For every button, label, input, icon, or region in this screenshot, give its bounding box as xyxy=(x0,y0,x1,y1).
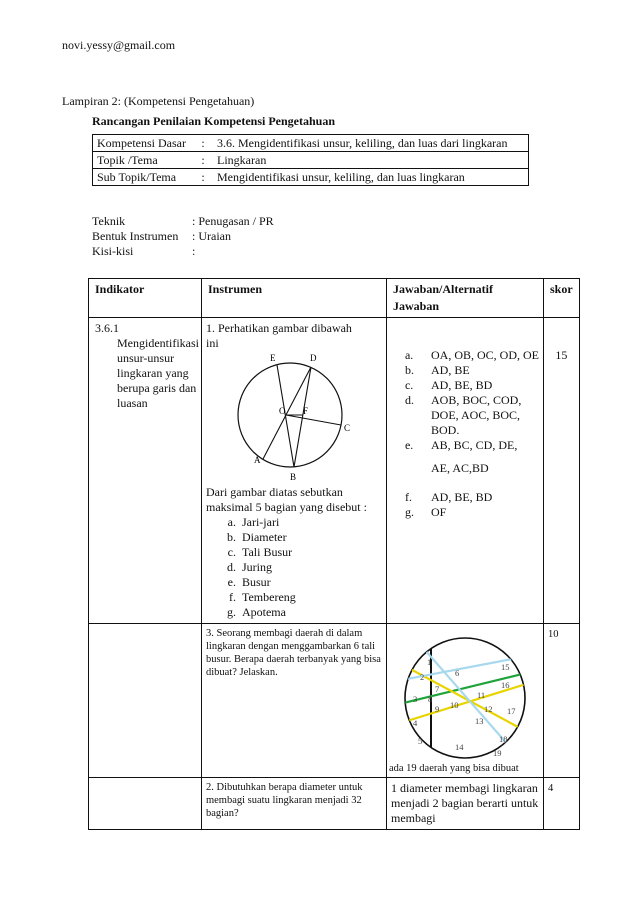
info-sep: : xyxy=(193,152,213,169)
meta-value: : xyxy=(192,244,196,258)
answer-item xyxy=(391,438,539,453)
option-text: Diameter xyxy=(241,530,287,544)
question-text: 2. Dibutuhkan berapa diameter untuk membagi suatu lingkaran menjadi 32 bagian? xyxy=(205,782,363,819)
region-label: 2 xyxy=(419,672,425,682)
region-label: 10 xyxy=(449,700,459,710)
region-label: 9 xyxy=(434,704,440,714)
meta-key: Teknik xyxy=(92,214,126,228)
info-key: Kompetensi Dasar xyxy=(93,135,194,152)
rancangan-title: Rancangan Penilaian Kompetensi Pengetahuan xyxy=(92,114,336,128)
list-item xyxy=(206,530,382,545)
answer-letter: b. xyxy=(404,363,414,377)
meta-value: : Penugasan / PR xyxy=(192,214,274,228)
label-a: A xyxy=(253,455,261,465)
indikator-number: 3.6.1 xyxy=(95,321,119,335)
answer-text: AB, BC, CD, DE, xyxy=(430,438,518,452)
answer-item xyxy=(391,505,539,520)
jawaban-cell xyxy=(386,624,543,778)
answer-letter: c. xyxy=(404,378,414,392)
meta-block xyxy=(92,214,274,259)
region-label: 6 xyxy=(454,668,460,678)
info-value: 3.6. Mengidentifikasi unsur, keliling, dan luas dari lingkaran xyxy=(213,135,529,152)
answer-item xyxy=(391,490,539,505)
skor-cell xyxy=(543,624,579,778)
table-row xyxy=(89,778,580,830)
answer-text: OA, OB, OC, OD, OE xyxy=(430,348,539,362)
answer-letter xyxy=(391,461,431,476)
list-item xyxy=(206,560,382,575)
table-row xyxy=(89,318,580,624)
label-c: C xyxy=(343,423,350,433)
region-label: 19 xyxy=(492,748,502,758)
skor-value: 4 xyxy=(547,783,554,794)
indikator-cell-empty xyxy=(89,778,202,830)
answer-text: AOB, BOC, COD, DOE, AOC, BOC, BOD. xyxy=(430,393,522,437)
meta-row xyxy=(92,244,274,259)
indikator-cell xyxy=(89,318,202,624)
option-letter: c. xyxy=(227,545,236,559)
option-text: Tali Busur xyxy=(241,545,293,559)
region-label: 4 xyxy=(412,718,418,728)
info-table xyxy=(92,134,529,186)
answer-item xyxy=(391,461,539,476)
list-item xyxy=(206,575,382,590)
answer-item xyxy=(391,348,539,363)
info-row xyxy=(93,169,529,186)
table-row xyxy=(89,624,580,778)
label-o: O xyxy=(278,406,286,416)
option-letter: d. xyxy=(226,560,236,574)
header-indikator: Indikator xyxy=(89,279,202,318)
list-item xyxy=(206,590,382,605)
header-skor: skor xyxy=(543,279,579,318)
option-text: Juring xyxy=(241,560,272,574)
option-text: Apotema xyxy=(241,605,286,619)
info-row xyxy=(93,152,529,169)
region-label: 12 xyxy=(483,704,493,714)
region-label: 18 xyxy=(498,734,508,744)
region-label: 14 xyxy=(454,742,464,752)
instrumen-cell xyxy=(201,318,386,624)
instrumen-cell xyxy=(201,624,386,778)
option-letter: e. xyxy=(227,575,236,589)
lampiran-label: Lampiran 2: (Kompetensi Pengetahuan) xyxy=(62,94,255,108)
answer-letter: d. xyxy=(404,393,414,407)
label-b: B xyxy=(289,472,296,481)
answer-text: ada 19 daerah yang bisa dibuat xyxy=(388,763,519,774)
answer-letter: f. xyxy=(404,490,412,504)
answer-text: 1 diameter membagi lingkaran menjadi 2 bagian berarti untuk membagi xyxy=(390,781,539,825)
header-instrumen: Instrumen xyxy=(201,279,386,318)
answer-letter: a. xyxy=(404,348,414,362)
info-sep: : xyxy=(193,169,213,186)
meta-key: Bentuk Instrumen xyxy=(92,229,179,243)
skor-cell xyxy=(543,318,579,624)
option-letter: f. xyxy=(228,590,236,604)
info-value: Mengidentifikasi unsur, keliling, dan luas lingkaran xyxy=(213,169,529,186)
region-label: 7 xyxy=(434,684,440,694)
option-letter: a. xyxy=(227,515,236,529)
meta-value: : Uraian xyxy=(192,229,231,243)
list-item xyxy=(206,605,382,620)
region-figure xyxy=(391,634,539,762)
label-d: D xyxy=(309,353,317,363)
region-label: 11 xyxy=(476,690,486,700)
meta-row xyxy=(92,214,274,229)
jawaban-cell xyxy=(386,318,543,624)
question-intro: 1. Perhatikan gambar dibawah ini xyxy=(205,321,352,350)
region-label: 3 xyxy=(412,694,418,704)
answer-text: AD, BE, BD xyxy=(430,490,493,504)
jawaban-cell xyxy=(386,778,543,830)
label-f: F xyxy=(302,406,308,416)
instrumen-cell xyxy=(201,778,386,830)
indikator-text: Mengidentifikasi unsur-unsur lingkaran yang berupa garis dan luasan xyxy=(117,336,199,410)
option-text: Jari-jari xyxy=(241,515,280,529)
answer-letter: g. xyxy=(404,505,414,519)
question-text: 3. Seorang membagi daerah di dalam lingkaran dengan menggambarkan 6 tali busur. Berapa daerah terbanyak yang bisa dibuat? Jelaskan. xyxy=(205,628,381,678)
header-email: novi.yessy@gmail.com xyxy=(62,38,176,52)
assessment-table xyxy=(88,278,580,830)
list-item xyxy=(206,515,382,530)
option-list xyxy=(206,515,382,620)
skor-cell xyxy=(543,778,579,830)
radius-oc xyxy=(286,415,341,425)
answer-text: AE, AC,BD xyxy=(430,461,489,475)
answer-letter: e. xyxy=(404,438,414,452)
skor-value: 10 xyxy=(547,629,559,640)
option-text: Busur xyxy=(241,575,271,589)
region-label: 16 xyxy=(500,680,510,690)
header-jawaban: Jawaban/Alternatif Jawaban xyxy=(386,279,543,318)
list-item xyxy=(206,545,382,560)
region-label: 8 xyxy=(427,694,433,704)
table-header-row xyxy=(89,279,580,318)
info-key: Sub Topik/Tema xyxy=(93,169,194,186)
region-label: 17 xyxy=(506,706,516,716)
answer-item xyxy=(391,393,539,438)
answer-item xyxy=(391,378,539,393)
indikator-cell-empty xyxy=(89,624,202,778)
answer-text: AD, BE, BD xyxy=(430,378,493,392)
skor-value: 15 xyxy=(555,348,568,362)
info-row xyxy=(93,135,529,152)
region-label: 13 xyxy=(474,716,484,726)
meta-row xyxy=(92,229,274,244)
info-key: Topik /Tema xyxy=(93,152,194,169)
info-sep: : xyxy=(193,135,213,152)
info-value: Lingkaran xyxy=(213,152,529,169)
region-label: 5 xyxy=(417,736,423,746)
question-text: Dari gambar diatas sebutkan maksimal 5 bagian yang disebut : xyxy=(205,485,367,514)
label-e: E xyxy=(269,353,276,363)
option-text: Tembereng xyxy=(241,590,296,604)
circle-figure xyxy=(206,351,382,481)
region-label: 1 xyxy=(426,657,432,667)
option-letter: g. xyxy=(226,605,236,619)
meta-key: Kisi-kisi xyxy=(92,244,134,258)
answer-text: OF xyxy=(430,505,447,519)
answer-text: AD, BE xyxy=(430,363,470,377)
region-label: 15 xyxy=(500,662,510,672)
answer-item xyxy=(391,363,539,378)
option-letter: b. xyxy=(226,530,236,544)
